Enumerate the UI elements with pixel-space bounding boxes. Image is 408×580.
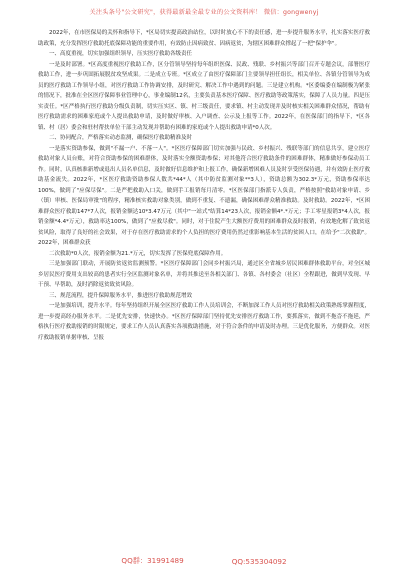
contact-footer xyxy=(0,551,408,571)
paragraph-second-relief: 二次救助*0人次，报销金额为21.*万元，切实发挥了医保兜底保障作用。 xyxy=(49,250,227,257)
paragraph-section-2: 一是落实资助参保，做到"不漏一户、不落一人"。*区医疗保障部门切实加强与民政、乡村振兴、残联等部门的信息共享，建立医疗救助对象人员台账，对符合资助参保的困难群体，及时落实全额资助参保；对其他符合医疗救助条件的困难群体，精准做好参保动员工作。同时，认真核准新增或退出人员名单信息，及时做好信息维护和上报工作，确保新增困难人员及时享受医保待遇，并有效防止医疗救助基金流失。2022年，*区医疗救助资助参保人数共*44*人（其中防贫监测对象**3人），资助总额为302.3*万元，资助参保率达100%，做到了"应保尽保"。二是严把救助入口关，做到手工报销每月清零。*区医保部门指派专人负责，严格按照"救助对象申请、乡（镇）审核、医保局审批"的程序，精准核实救助对象类别，做到不重复、不遗漏，确保困难群众精准救助。及时救助。2022年，*区困难群众医疗救助147*7人次，报销金额达10*3.47万元（其中"一站式"结算14*23人次，报销金额4*.*万元；手工零星报销3*4人次，报销金额*4.4*万元），救助率达100%，做到了"应救尽救"。同时，对于住院产生大额医疗费用的困难群众及时报销，有效地化解了致贫返贫风险，取得了良好的社会效果，对于存在医疗救助需求的个人负担的医疗费用仍然过重影响基本生活的贫困人口，在给予"二次救助"。2022年，困难群众获 xyxy=(38,145,370,246)
qq-number-text: QQ:535304092 xyxy=(231,556,287,566)
qq-group-text: QQ群：31991489 xyxy=(121,556,184,565)
document-body xyxy=(38,28,370,343)
paragraph-monitoring: 三是加强部门联动，开展防贫返贫监测预警。*区医疗保障部门会同乡村振兴局，通过区全省城乡居民困难群体救助平台，对全区城乡居民医疗费用支出较高的患者实行全区监测对象名单，并将其推送至各相关部门、各镇、各村委会（社区）全程跟进，做到早发现、早干预、早帮助，及时消除返贫致贫风险。 xyxy=(38,261,370,288)
section-heading-2: 二、协同配合，严格落实动态监测，确保医疗救助精准及时 xyxy=(49,135,193,141)
paragraph-section-1: 一是及时部署。*区高度重视医疗救助工作，区分管领导坚持每年组织医保、民政、残联、乡村振兴等部门召开专题会议，部署医疗救助工作，进一步巩固拓展脱贫攻坚成果。二是成立专班。*区成立了由医疗保障部门主要领导担任组长，相关单位、各镇分管领导为成员的医疗救助工作领导小组，对医疗救助工作协调安排，及时研究、解决工作中遇到的问题。三是建立机构。*区委编委在编制极为紧张的情况下，批准在全区医疗保障事业管理中心，事业编制12名，主要负责基本医疗保障、医疗救助等政策落实，保障了人员力量。四是压实责任。*区严格执行医疗救助分级负责制，切实压实区、镇、村三级责任，要求镇、村主动发现并及时核实相关困难群众情况，帮助有医疗救助需求的困难家庭或个人提出救助申请，及时做好审核、入户调查、公示及上报等工作。2022年，在医保部门的指导下，*区各镇、村（居）委会和驻村帮扶单位干部主动发现并帮助有困难的家庭或个人提出救助申请*0人次。 xyxy=(38,61,370,131)
section-heading-1: 一、高度重视，切实加强组织领导，压实医疗救助各级责任 xyxy=(49,51,193,57)
paragraph-intro: 2022年，在市医保局的关怀和指导下，*区局切实提高政治站位，以时时放心不下的责任感，进一步提升服务水平，扎实落实医疗救助政策，充分发挥医疗救助托底保障功能的重要作用，有效防止因病致贫、因病返贫，为辖区困难群众撑起了一把"保护伞"。 xyxy=(38,30,370,47)
paragraph-section-3: 一是加强培训，提升水平。每年坚持组织开展全区医疗救助工作人员培训会，不断加深工作人员对医疗救助相关政策熟练掌握程度，进一步提高经办服务水平。二是优先安排，快速快办。*区医疗保障部门坚持优先安排医疗救助工作，要抓落实，做到不拖沓不拖延，严格执行医疗救助报销的时限规定，要求工作人员认真落实各项救助措施，对于符合条件的申请及时办理。三是优化服务，方便群众。对医疗救助报销单据审核、呈报 xyxy=(38,303,370,341)
promo-banner xyxy=(0,0,408,22)
section-heading-3: 三、规范流程，提升保障服务水平，推进医疗救助规范增效 xyxy=(49,292,193,299)
promo-banner-text: 关注头条号"公文研究"，获得最新最全最专业的公文资料库！ 微信：gongwenyj xyxy=(89,8,319,16)
